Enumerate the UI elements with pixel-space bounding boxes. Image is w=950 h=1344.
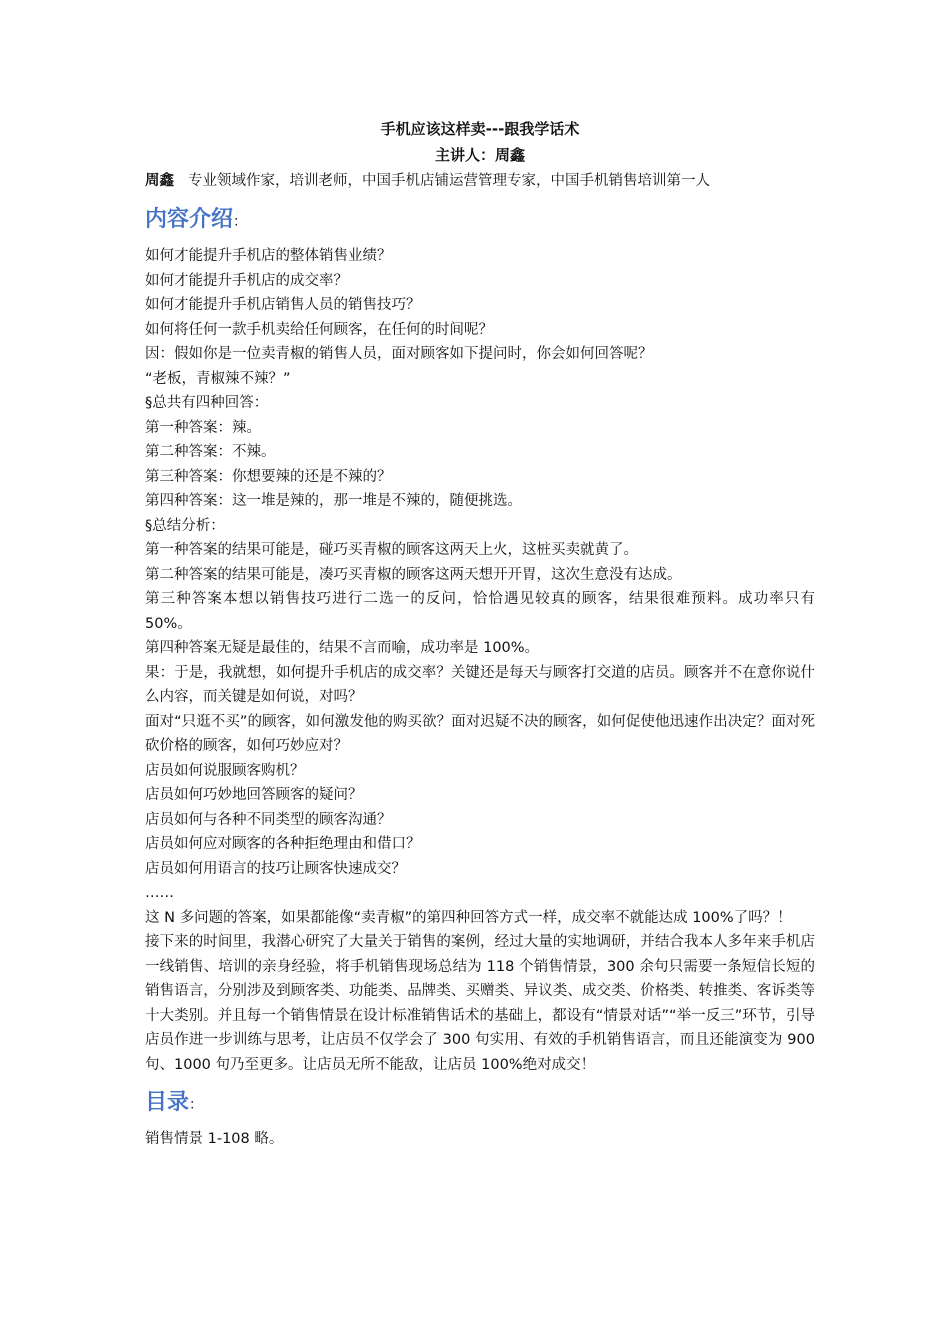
intro-line: 第三种答案：你想要辣的还是不辣的？	[145, 468, 392, 485]
intro-line: 如何才能提升手机店的整体销售业绩？	[145, 248, 392, 264]
author-bio	[145, 168, 815, 194]
n-questions-paragraph: 这 N 多问题的答案，如果都能像“卖青椒”的第四种回答方式一样，成交率不就能达成 100%了吗？！	[145, 909, 792, 926]
intro-line: 第一种答案的结果可能是，碰巧买青椒的顾客这两天上火，这桩买卖就黄了。	[145, 542, 638, 558]
facing-customers-paragraph: 面对“只逛不买”的顾客，如何激发他的购买欲？面对迟疑不决的顾客，如何促使他迅速作出决定？面对死砍价格的顾客，如何巧妙应对？	[145, 713, 815, 754]
intro-lines	[145, 244, 815, 587]
toc-entry: 销售情景 1-108 略。	[145, 1131, 284, 1147]
intro-line: 第一种答案：辣。	[145, 419, 261, 436]
question-item: 店员如何与各种不同类型的顾客沟通？	[145, 811, 392, 828]
question-item: 店员如何应对顾客的各种拒绝理由和借口？	[145, 836, 421, 852]
question-item: 店员如何用语言的技巧让顾客快速成交？	[145, 860, 406, 877]
intro-line: 第四种答案：这一堆是辣的，那一堆是不辣的，随便挑选。	[145, 493, 522, 509]
intro-line: 如何将任何一款手机卖给任何顾客，在任何的时间呢？	[145, 321, 493, 338]
intro-heading-text: 内容介绍	[145, 207, 234, 232]
toc-heading	[145, 1083, 815, 1123]
intro-line: 如何才能提升手机店的成交率？	[145, 272, 348, 289]
presenter-line: 主讲人：周鑫	[434, 146, 525, 164]
result-paragraph: 果：于是，我就想，如何提升手机店的成交率？关键还是每天与顾客打交道的店员。顾客并不在意你说什么内容，而关键是如何说，对吗？	[145, 664, 815, 705]
toc-heading-colon: ：	[189, 1097, 204, 1113]
intro-heading-colon: ：	[233, 214, 248, 230]
intro-line: 因：假如你是一位卖青椒的销售人员，面对顾客如下提问时，你会如何回答呢？	[145, 346, 653, 362]
question-list	[145, 759, 815, 882]
third-answer-paragraph: 第三种答案本想以销售技巧进行二选一的反问，恰恰遇见较真的顾客，结果很难预料。成功率只有 50%。	[145, 591, 815, 632]
author-name: 周鑫	[145, 173, 174, 189]
intro-heading	[145, 200, 815, 240]
document-title: 手机应该这样卖---跟我学话术	[380, 120, 580, 138]
document-page	[145, 116, 815, 1152]
intro-line: “老板，青椒辣不辣？”	[145, 370, 291, 387]
intro-line: 第二种答案的结果可能是，凑巧买青椒的顾客这两天想开开胃，这次生意没有达成。	[145, 566, 682, 583]
author-description: 专业领域作家，培训老师，中国手机店铺运营管理专家，中国手机销售培训第一人	[188, 173, 710, 189]
toc-heading-text: 目录	[145, 1090, 190, 1115]
question-item: 店员如何巧妙地回答顾客的疑问？	[145, 787, 363, 803]
intro-line: §总共有四种回答：	[145, 395, 269, 411]
question-item: 店员如何说服顾客购机？	[145, 762, 305, 779]
intro-line: §总结分析：	[145, 517, 225, 534]
research-paragraph: 接下来的时间里，我潜心研究了大量关于销售的案例，经过大量的实地调研，并结合我本人多年来手机店一线销售、培训的亲身经验，将手机销售现场总结为 118 个销售情景，300 余句只需要一条短信长短的销售语言，分别涉及到顾客类、功能类、品牌类、买赠类、异议类、成交类、价格类、转推类、客诉类等十大类别。并且每一个销售情景在设计标准销售话术的基础上，都设有“情景对话”“举一反三”环节，引导店员作进一步训练与思考，让店员不仅学会了 300 句实用、有效的手机销售语言，而且还能演变为 900 句、1000 句乃至更多。让店员无所不能敌，让店员 100%绝对成交！	[145, 934, 815, 1073]
intro-line: 第二种答案：不辣。	[145, 444, 276, 460]
intro-line: 如何才能提升手机店销售人员的销售技巧？	[145, 297, 421, 313]
fourth-answer-line: 第四种答案无疑是最佳的，结果不言而喻，成功率是 100%。	[145, 640, 540, 656]
ellipsis-line: ……	[145, 885, 174, 901]
